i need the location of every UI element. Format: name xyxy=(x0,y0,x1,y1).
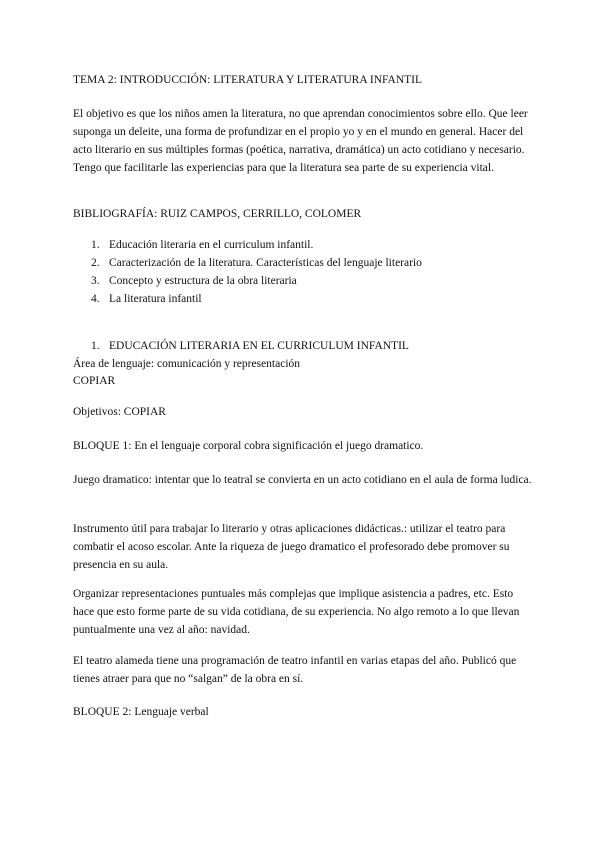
toc-item: 1. Educación literaria en el curriculum infantil. xyxy=(91,239,314,251)
teatro-paragraph: El teatro alameda tiene una programación de teatro infantil en varias etapas del año. Publicó que tienes atraer para que no “salgan” de la obra en sí. xyxy=(73,655,517,685)
document-title: TEMA 2: INTRODUCCIÓN: LITERATURA Y LITERATURA INFANTIL xyxy=(73,74,423,86)
area-line: Área de lenguaje: comunicación y representación xyxy=(73,358,301,370)
intro-paragraph: El objetivo es que los niños amen la literatura, no que aprendan conocimientos sobre ello. Que leer suponga un deleite, una forma de profundizar en el propio yo y en el mundo en general. Hacer del acto literario en sus múltiples formas (poética, narrativa, dramática) un acto cotidiano y necesario. Tengo que facilitarle las experiencias para que la literatura sea parte de su experiencia vital. xyxy=(73,108,528,174)
copiar-note: COPIAR xyxy=(73,375,116,387)
toc-item: 3. Concepto y estructura de la obra literaria xyxy=(91,275,297,287)
instrumento-paragraph: Instrumento útil para trabajar lo literario y otras aplicaciones didácticas.: utilizar el teatro para combatir el acoso escolar. Ante la riqueza de juego dramatico el profesorado debe promover su presencia en su aula. xyxy=(73,523,510,571)
juego-paragraph: Juego dramatico: intentar que lo teatral se convierta en un acto cotidiano en el aula de forma ludica. xyxy=(73,474,532,486)
bloque1-line: BLOQUE 1: En el lenguaje corporal cobra significación el juego dramatico. xyxy=(73,440,424,452)
organizar-paragraph: Organizar representaciones puntuales más complejas que implique asistencia a padres, etc. Esto hace que esto forme parte de su vida cotidiana, de su experiencia. No algo remoto a lo que llevan puntualmente una vez al año: navidad. xyxy=(73,588,520,636)
toc-item: 2. Caracterización de la literatura. Características del lenguaje literario xyxy=(91,257,422,269)
bibliography-line: BIBLIOGRAFÍA: RUIZ CAMPOS, CERRILLO, COLOMER xyxy=(73,208,362,220)
table-of-contents xyxy=(73,236,535,308)
section-heading: 1. EDUCACIÓN LITERARIA EN EL CURRICULUM INFANTIL xyxy=(91,340,409,352)
objetivos-line: Objetivos: COPIAR xyxy=(73,406,166,418)
toc-item: 4. La literatura infantil xyxy=(91,293,202,305)
bloque2-line: BLOQUE 2: Lenguaje verbal xyxy=(73,706,209,718)
